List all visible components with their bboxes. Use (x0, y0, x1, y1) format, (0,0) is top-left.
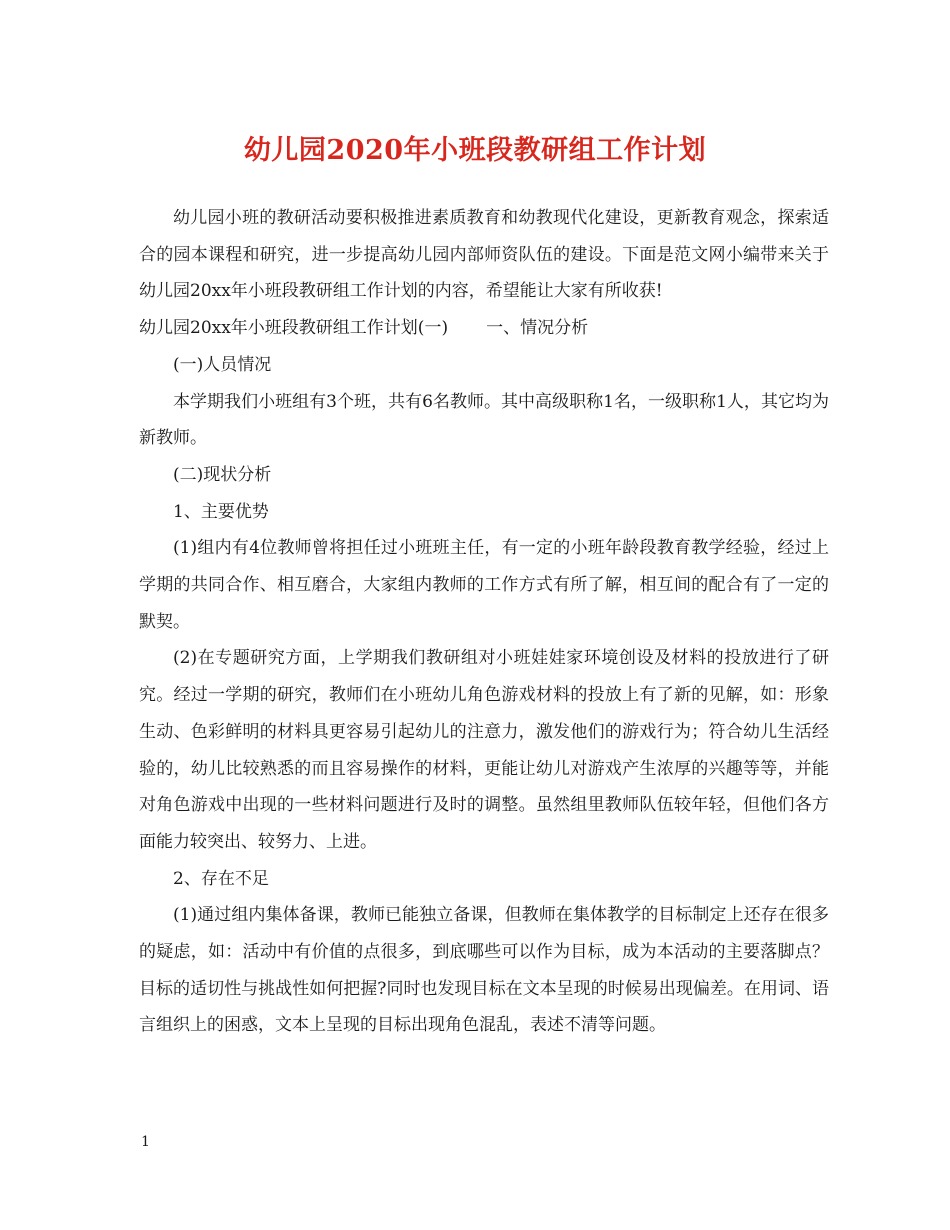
document-body (139, 200, 829, 1044)
intro-paragraph: 幼儿园小班的教研活动要积极推进素质教育和幼教现代化建设，更新教育观念，探索适合的园本课程和研究，进一步提高幼儿园内部师资队伍的建设。下面是范文网小编带来关于幼儿园20xx年小班段教研组工作计划的内容，希望能让大家有所收获! (139, 208, 829, 302)
strengths-heading: 1、主要优势 (173, 501, 269, 522)
weakness-paragraph-1: (1)通过组内集体备课，教师已能独立备课，但教师在集体教学的目标制定上还存在很多的疑虑，如：活动中有价值的点很多，到底哪些可以作为目标，成为本活动的主要落脚点？目标的适切性与挑战性如何把握?同时也发现目标在文本呈现的时候易出现偏差。在用词、语言组织上的困惑，文本上呈现的目标出现角色混乱，表述不清等问题。 (139, 905, 829, 1036)
page-number: 1 (141, 1134, 150, 1150)
plan-heading-line (139, 310, 829, 347)
section-heading-analysis: 一、情况分析 (486, 318, 589, 339)
strength-paragraph-1: (1)组内有4位教师曾将担任过小班班主任，有一定的小班年龄段教育教学经验，经过上学期的共同合作、相互磨合，大家组内教师的工作方式有所了解，相互间的配合有了一定的默契。 (139, 538, 829, 632)
document-title: 幼儿园2020年小班段教研组工作计划 (243, 135, 707, 166)
plan-heading: 幼儿园20xx年小班段教研组工作计划(一) (139, 318, 449, 339)
subheading-staff: (一)人员情况 (173, 354, 272, 375)
staff-paragraph: 本学期我们小班组有3个班，共有6名教师。其中高级职称1名，一级职称1人，其它均为新教师。 (139, 391, 829, 449)
strength-paragraph-2: (2)在专题研究方面，上学期我们教研组对小班娃娃家环境创设及材料的投放进行了研究。经过一学期的研究，教师们在小班幼儿角色游戏材料的投放上有了新的见解，如：形象生动、色彩鲜明的材料具更容易引起幼儿的注意力，激发他们的游戏行为；符合幼儿生活经验的，幼儿比较熟悉的而且容易操作的材料，更能让幼儿对游戏产生浓厚的兴趣等等，并能对角色游戏中出现的一些材料问题进行及时的调整。虽然组里教师队伍较年轻，但他们各方面能力较突出、较努力、上进。 (139, 648, 829, 852)
weakness-heading: 2、存在不足 (173, 868, 269, 889)
subheading-status: (二)现状分析 (173, 464, 272, 485)
